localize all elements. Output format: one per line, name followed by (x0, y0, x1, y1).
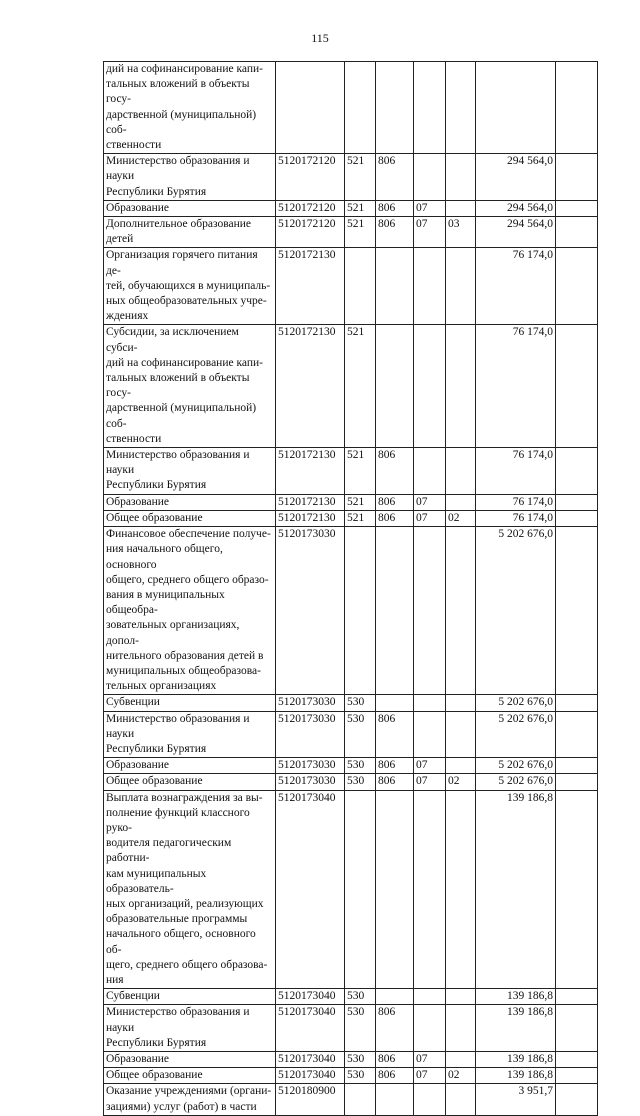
row-vr-cell: 521 (345, 217, 376, 248)
row-name-cell: Министерство образования и науки Республики Бурятия (104, 1005, 276, 1052)
row-gr-cell: 806 (376, 200, 414, 216)
row-name-cell: Образование (104, 758, 276, 774)
row-pr-cell (446, 711, 476, 758)
row-extra-cell (556, 200, 598, 216)
row-extra-cell (556, 527, 598, 695)
row-name-cell: Общее образование (104, 510, 276, 526)
row-extra-cell (556, 325, 598, 448)
budget-table (103, 61, 598, 1116)
row-vr-cell: 521 (345, 200, 376, 216)
row-amount-cell (476, 62, 556, 154)
row-amount-cell: 294 564,0 (476, 200, 556, 216)
row-vr-cell: 521 (345, 494, 376, 510)
row-code-cell: 5120172130 (276, 248, 345, 325)
row-code-cell: 5120172130 (276, 510, 345, 526)
row-amount-cell: 5 202 676,0 (476, 774, 556, 790)
row-amount-cell: 76 174,0 (476, 448, 556, 495)
row-gr-cell (376, 695, 414, 711)
row-extra-cell (556, 217, 598, 248)
row-pr-cell (446, 989, 476, 1005)
row-rz-cell (414, 62, 446, 154)
table-row (104, 527, 598, 695)
row-vr-cell: 521 (345, 154, 376, 201)
row-rz-cell: 07 (414, 1052, 446, 1068)
row-rz-cell (414, 989, 446, 1005)
row-amount-cell: 139 186,8 (476, 1005, 556, 1052)
row-extra-cell (556, 1005, 598, 1052)
table-row (104, 774, 598, 790)
row-pr-cell (446, 248, 476, 325)
row-amount-cell: 3 951,7 (476, 1084, 556, 1115)
row-code-cell: 5120173030 (276, 695, 345, 711)
row-amount-cell: 5 202 676,0 (476, 527, 556, 695)
row-extra-cell (556, 758, 598, 774)
row-rz-cell (414, 711, 446, 758)
row-rz-cell: 07 (414, 494, 446, 510)
row-name-cell: Образование (104, 1052, 276, 1068)
row-pr-cell (446, 1005, 476, 1052)
row-pr-cell (446, 448, 476, 495)
row-pr-cell (446, 758, 476, 774)
table-row (104, 217, 598, 248)
row-extra-cell (556, 1068, 598, 1084)
row-rz-cell (414, 448, 446, 495)
row-pr-cell: 02 (446, 774, 476, 790)
row-name-cell: дий на софинансирование капи- тальных вложений в объекты госу- дарственной (муниципальной) соб- ственности (104, 62, 276, 154)
row-vr-cell (345, 62, 376, 154)
table-row (104, 200, 598, 216)
table-row (104, 248, 598, 325)
row-gr-cell (376, 1084, 414, 1115)
row-vr-cell: 530 (345, 774, 376, 790)
row-gr-cell: 806 (376, 711, 414, 758)
row-code-cell: 5120172120 (276, 200, 345, 216)
row-amount-cell: 294 564,0 (476, 217, 556, 248)
row-gr-cell: 806 (376, 774, 414, 790)
row-gr-cell: 806 (376, 217, 414, 248)
row-name-cell: Субсидии, за исключением субси- дий на софинансирование капи- тальных вложений в объекты госу- дарственной (муниципальной) соб- ственности (104, 325, 276, 448)
page-number: 115 (311, 31, 329, 45)
row-rz-cell: 07 (414, 200, 446, 216)
row-pr-cell (446, 1084, 476, 1115)
row-vr-cell: 530 (345, 695, 376, 711)
row-gr-cell (376, 248, 414, 325)
row-gr-cell (376, 62, 414, 154)
row-vr-cell (345, 527, 376, 695)
row-code-cell: 5120173040 (276, 790, 345, 989)
row-amount-cell: 76 174,0 (476, 494, 556, 510)
row-rz-cell (414, 325, 446, 448)
table-row (104, 154, 598, 201)
table-row (104, 758, 598, 774)
row-gr-cell (376, 790, 414, 989)
row-name-cell: Образование (104, 494, 276, 510)
row-extra-cell (556, 695, 598, 711)
row-amount-cell: 139 186,8 (476, 1052, 556, 1068)
row-gr-cell: 806 (376, 494, 414, 510)
table-row (104, 989, 598, 1005)
row-code-cell: 5120173030 (276, 711, 345, 758)
row-name-cell: Дополнительное образование детей (104, 217, 276, 248)
row-code-cell: 5120172130 (276, 448, 345, 495)
table-row (104, 1084, 598, 1115)
row-rz-cell: 07 (414, 758, 446, 774)
row-name-cell: Субвенции (104, 695, 276, 711)
row-vr-cell: 530 (345, 1068, 376, 1084)
row-rz-cell: 07 (414, 510, 446, 526)
row-amount-cell: 76 174,0 (476, 510, 556, 526)
row-rz-cell (414, 790, 446, 989)
row-rz-cell (414, 1084, 446, 1115)
row-pr-cell (446, 790, 476, 989)
row-vr-cell (345, 248, 376, 325)
row-name-cell: Министерство образования и науки Республики Бурятия (104, 711, 276, 758)
row-code-cell: 5120172120 (276, 154, 345, 201)
row-code-cell: 5120173040 (276, 1068, 345, 1084)
row-vr-cell: 530 (345, 989, 376, 1005)
table-row (104, 695, 598, 711)
row-vr-cell: 530 (345, 711, 376, 758)
row-pr-cell (446, 154, 476, 201)
row-amount-cell: 5 202 676,0 (476, 695, 556, 711)
row-name-cell: Финансовое обеспечение получе- ния начального общего, основного общего, среднего общего образо- вания в муниципальных общеобра- зовательных организациях, допол- нительного образования детей в муниципальных общеобразова- тельных организациях (104, 527, 276, 695)
table-body (104, 62, 598, 1116)
row-name-cell: Организация горячего питания де- тей, обучающихся в муниципаль- ных общеобразовательных учре- ждениях (104, 248, 276, 325)
row-pr-cell (446, 1052, 476, 1068)
row-vr-cell (345, 1084, 376, 1115)
table-row (104, 325, 598, 448)
row-code-cell: 5120180900 (276, 1084, 345, 1115)
table-row (104, 448, 598, 495)
row-extra-cell (556, 510, 598, 526)
row-code-cell: 5120173040 (276, 1052, 345, 1068)
row-extra-cell (556, 774, 598, 790)
table-row (104, 790, 598, 989)
table-row (104, 711, 598, 758)
row-amount-cell: 139 186,8 (476, 1068, 556, 1084)
row-pr-cell (446, 494, 476, 510)
row-rz-cell (414, 527, 446, 695)
row-name-cell: Образование (104, 200, 276, 216)
row-gr-cell (376, 527, 414, 695)
row-gr-cell: 806 (376, 510, 414, 526)
row-extra-cell (556, 790, 598, 989)
row-pr-cell (446, 200, 476, 216)
row-extra-cell (556, 1052, 598, 1068)
row-vr-cell: 530 (345, 1005, 376, 1052)
row-amount-cell: 139 186,8 (476, 790, 556, 989)
table-row (104, 1052, 598, 1068)
row-vr-cell (345, 790, 376, 989)
row-rz-cell (414, 1005, 446, 1052)
row-rz-cell: 07 (414, 1068, 446, 1084)
table-row (104, 494, 598, 510)
row-extra-cell (556, 154, 598, 201)
row-name-cell: Субвенции (104, 989, 276, 1005)
row-gr-cell (376, 989, 414, 1005)
row-rz-cell (414, 695, 446, 711)
table-row (104, 1005, 598, 1052)
row-code-cell: 5120173030 (276, 527, 345, 695)
row-amount-cell: 5 202 676,0 (476, 758, 556, 774)
table-row (104, 62, 598, 154)
row-gr-cell (376, 325, 414, 448)
row-name-cell: Министерство образования и науки Республики Бурятия (104, 154, 276, 201)
row-name-cell: Оказание учреждениями (органи- зациями) услуг (работ) в части (104, 1084, 276, 1115)
row-vr-cell: 521 (345, 325, 376, 448)
row-gr-cell: 806 (376, 448, 414, 495)
row-rz-cell: 07 (414, 774, 446, 790)
row-code-cell: 5120173040 (276, 1005, 345, 1052)
row-extra-cell (556, 448, 598, 495)
row-code-cell: 5120172130 (276, 494, 345, 510)
row-code-cell: 5120173030 (276, 758, 345, 774)
row-pr-cell: 02 (446, 510, 476, 526)
row-vr-cell: 521 (345, 510, 376, 526)
row-gr-cell: 806 (376, 758, 414, 774)
row-code-cell: 5120173030 (276, 774, 345, 790)
row-pr-cell: 03 (446, 217, 476, 248)
row-extra-cell (556, 711, 598, 758)
row-extra-cell (556, 248, 598, 325)
row-name-cell: Общее образование (104, 1068, 276, 1084)
row-vr-cell: 521 (345, 448, 376, 495)
row-code-cell: 5120172120 (276, 217, 345, 248)
row-amount-cell: 76 174,0 (476, 248, 556, 325)
table-row (104, 510, 598, 526)
row-extra-cell (556, 494, 598, 510)
row-vr-cell: 530 (345, 758, 376, 774)
row-extra-cell (556, 62, 598, 154)
row-code-cell: 5120173040 (276, 989, 345, 1005)
row-amount-cell: 76 174,0 (476, 325, 556, 448)
row-pr-cell: 02 (446, 1068, 476, 1084)
row-pr-cell (446, 325, 476, 448)
row-gr-cell: 806 (376, 154, 414, 201)
row-extra-cell (556, 1084, 598, 1115)
table-row (104, 1068, 598, 1084)
row-amount-cell: 294 564,0 (476, 154, 556, 201)
row-amount-cell: 5 202 676,0 (476, 711, 556, 758)
row-pr-cell (446, 527, 476, 695)
row-pr-cell (446, 62, 476, 154)
row-rz-cell: 07 (414, 217, 446, 248)
row-rz-cell (414, 154, 446, 201)
row-gr-cell: 806 (376, 1052, 414, 1068)
row-name-cell: Выплата вознаграждения за вы- полнение функций классного руко- водителя педагогическим работни- кам муниципальных образователь- ных организаций, реализующих образовательные программы начального общего, основного об- щего, среднего общего образова- ния (104, 790, 276, 989)
row-amount-cell: 139 186,8 (476, 989, 556, 1005)
row-gr-cell: 806 (376, 1068, 414, 1084)
row-code-cell (276, 62, 345, 154)
row-rz-cell (414, 248, 446, 325)
row-pr-cell (446, 695, 476, 711)
row-code-cell: 5120172130 (276, 325, 345, 448)
row-extra-cell (556, 989, 598, 1005)
row-name-cell: Министерство образования и науки Республики Бурятия (104, 448, 276, 495)
row-vr-cell: 530 (345, 1052, 376, 1068)
row-name-cell: Общее образование (104, 774, 276, 790)
row-gr-cell: 806 (376, 1005, 414, 1052)
